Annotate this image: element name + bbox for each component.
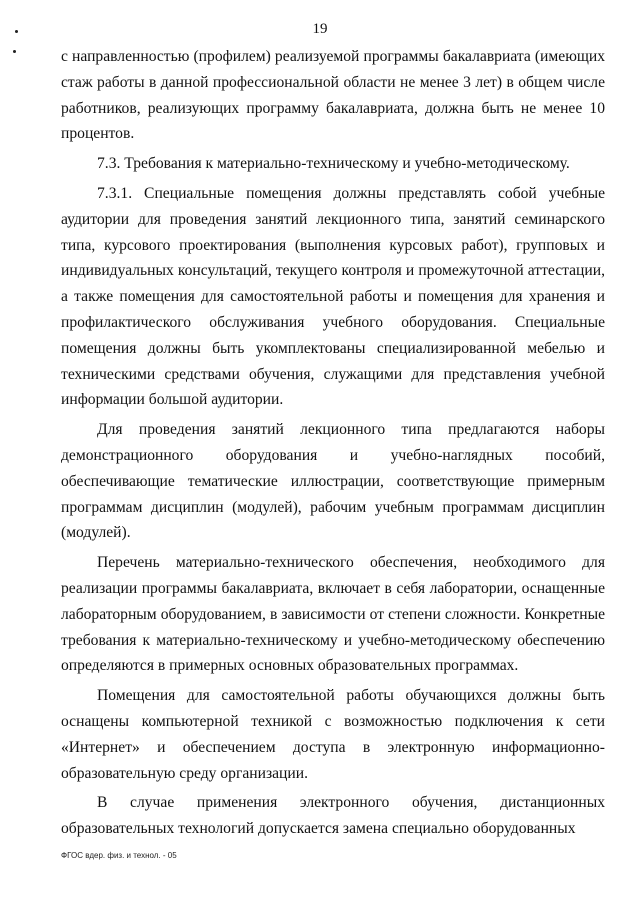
- section-heading-7-3: 7.3. Требования к материально-техническому и учебно-методическому.: [97, 155, 570, 173]
- page-number: 19: [312, 21, 328, 37]
- paragraph-7-3-1: 7.3.1. Специальные помещения должны представлять собой учебные аудитории для проведения занятий лекционного типа, занятий семинарского типа, курсового проектирования (выполнения курсовых работ), групповых и индивидуальных консультаций, текущего контроля и промежуточной аттестации, а также помещения для самостоятельной работы и помещения для хранения и профилактического обслуживания учебного оборудования. Специальные помещения должны быть укомплектованы специализированной мебелью и техническими средствами обучения, служащими для представления учебной информации большой аудитории.: [61, 184, 605, 409]
- paragraph-e-learning: В случае применения электронного обучения, дистанционных образовательных технологий допускается замена специально оборудованных: [61, 794, 605, 838]
- scan-dot-bottom: [13, 50, 16, 53]
- paragraph-self-study-rooms: Помещения для самостоятельной работы обучающихся должны быть оснащены компьютерной техникой с возможностью подключения к сети «Интернет» и обеспечением доступа в электронную информационно-образовательную среду организации.: [61, 687, 605, 782]
- paragraph-staff-share: с направленностью (профилем) реализуемой программы бакалавриата (имеющих стаж работы в данной профессиональной области не менее 3 лет) в общем числе работников, реализующих программу бакалавриата, должна быть не менее 10 процентов.: [61, 48, 605, 143]
- paragraph-laboratories: Перечень материально-технического обеспечения, необходимого для реализации программы бакалавриата, включает в себя лаборатории, оснащенные лабораторным оборудованием, в зависимости от степени сложности. Конкретные требования к материально-техническому и учебно-методическому обеспечению определяются в примерных основных образовательных программах.: [61, 554, 605, 675]
- paragraph-lecture-equipment: Для проведения занятий лекционного типа предлагаются наборы демонстрационного оборудования и учебно-наглядных пособий, обеспечивающие тематические иллюстрации, соответствующие примерным программам дисциплин (модулей), рабочим учебным программам дисциплин (модулей).: [61, 421, 605, 542]
- footer-note: ФГОС вдер. физ. и технол. - 05: [61, 851, 177, 860]
- document-body: [61, 44, 605, 842]
